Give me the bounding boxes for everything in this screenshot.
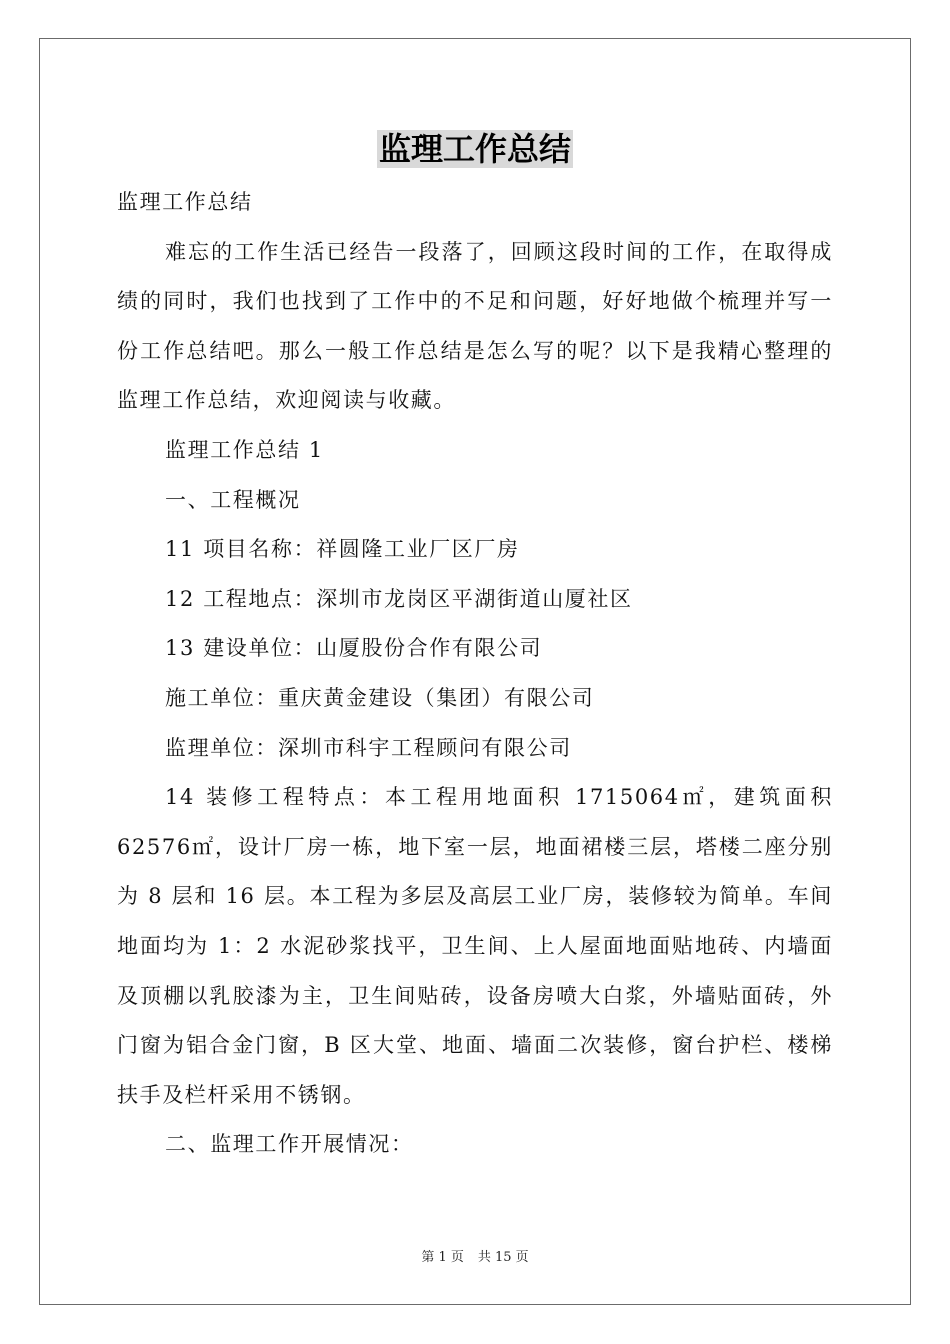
paragraph-contractor: 施工单位：重庆黄金建设（集团）有限公司 <box>165 685 595 710</box>
section-heading-project-overview: 一、工程概况 <box>165 487 301 512</box>
paragraph-subtitle: 监理工作总结 <box>117 190 253 214</box>
paragraph-project-name: 11 项目名称：祥圆隆工业厂区厂房 <box>165 537 520 562</box>
page-footer <box>0 1246 950 1265</box>
document-title <box>0 128 950 170</box>
page-number: 第 1 页 <box>421 1250 464 1265</box>
section-heading-summary-1: 监理工作总结 1 <box>165 437 324 462</box>
paragraph-construction-owner: 13 建设单位：山厦股份合作有限公司 <box>165 636 543 661</box>
document-body <box>117 178 833 1170</box>
paragraph-project-features: 14 装修工程特点：本工程用地面积 1715064㎡，建筑面积 62576㎡，设计厂房一栋，地下室一层，地面裙楼三层，塔楼二座分别为 8 层和 16 层。本工程为多层及高层工业厂房，装修较为简单。车间地面均为 1：2 水泥砂浆找平，卫生间、上人屋面地面贴地砖、内墙面及顶棚以乳胶漆为主，卫生间贴砖，设备房喷大白浆，外墙贴面砖，外门窗为铝合金门窗，B 区大堂、地面、墙面二次装修，窗台护栏、楼梯扶手及栏杆采用不锈钢。 <box>117 785 833 1107</box>
page-total: 共 15 页 <box>477 1250 529 1265</box>
paragraph-intro: 难忘的工作生活已经告一段落了，回顾这段时间的工作，在取得成绩的同时，我们也找到了工作中的不足和问题，好好地做个梳理并写一份工作总结吧。那么一般工作总结是怎么写的呢？以下是我精心整理的监理工作总结，欢迎阅读与收藏。 <box>117 239 833 413</box>
paragraph-supervisor: 监理单位：深圳市科宇工程顾问有限公司 <box>165 735 572 760</box>
section-heading-work-progress: 二、监理工作开展情况： <box>165 1132 414 1157</box>
paragraph-project-location: 12 工程地点：深圳市龙岗区平湖街道山厦社区 <box>165 586 633 611</box>
document-title-text: 监理工作总结 <box>378 130 571 168</box>
